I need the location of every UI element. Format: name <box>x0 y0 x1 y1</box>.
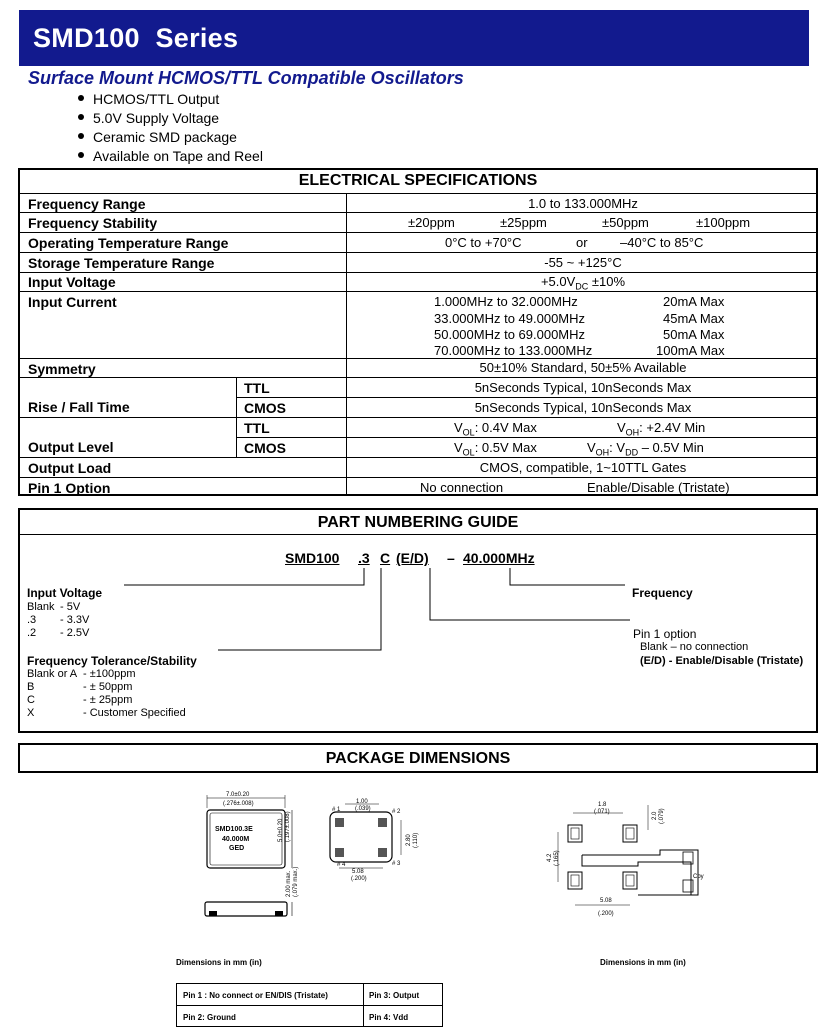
label-output-level: Output Level <box>28 439 114 455</box>
marking-line-1: SMD100.3E <box>215 826 253 833</box>
current-range-3: 50.000MHz to 69.000MHz <box>434 327 586 342</box>
part-number-connector-lines <box>20 510 816 731</box>
label-frequency-range: Frequency Range <box>28 196 146 212</box>
dim-pitch: 5.08 <box>352 869 364 875</box>
feature-item: Available on Tape and Reel <box>78 147 263 166</box>
part-numbering-title: PART NUMBERING GUIDE <box>317 514 519 531</box>
dim-pad-in: (.039) <box>355 806 371 812</box>
label-frequency-stability: Frequency Stability <box>28 215 158 231</box>
pin1-no-connection: No connection <box>420 480 504 495</box>
dim-thickness: 2.00 max. <box>286 870 292 897</box>
frequency-label: Frequency <box>632 586 693 600</box>
feature-item: 5.0V Supply Voltage <box>78 109 263 128</box>
tol-code-b: B <box>27 681 35 693</box>
value-storage-temp: -55 ~ +125°C <box>544 255 622 270</box>
pin3-desc: Pin 3: Output <box>369 991 420 1000</box>
tol-code-a: Blank or A <box>27 668 78 680</box>
title-banner <box>19 10 809 66</box>
pin-label-3: # 3 <box>392 861 401 867</box>
label-input-current: Input Current <box>28 294 117 310</box>
marking-line-2: 40.000M <box>222 836 250 843</box>
pin4-desc: Pin 4: Vdd <box>369 1013 409 1022</box>
rise-fall-ttl: TTL <box>244 380 270 396</box>
pin-label-2: # 2 <box>392 809 401 815</box>
dim-fp-pad: 1.8 <box>598 802 607 808</box>
label-output-load: Output Load <box>28 460 112 476</box>
code-frequency: 40.000MHz <box>463 550 535 566</box>
code-option: (E/D) <box>396 550 429 566</box>
op-temp-industrial: –40°C to 85°C <box>620 235 704 250</box>
dim-width: 7.0±0.20 <box>226 792 250 798</box>
tol-value-a: - ±100ppm <box>83 668 136 680</box>
series-title: SMD100 Series <box>33 23 239 53</box>
dim-fp-height-in: (.165) <box>554 850 560 866</box>
rise-fall-ttl-value: 5nSeconds Typical, 10nSeconds Max <box>474 380 692 395</box>
iv-value-2: - 2.5V <box>60 627 90 639</box>
iv-code-blank: Blank <box>27 601 55 613</box>
pin1-enable-disable: Enable/Disable (Tristate) <box>587 480 730 495</box>
tol-value-x: - Customer Specified <box>83 707 186 719</box>
label-storage-temp: Storage Temperature Range <box>28 255 215 271</box>
output-level-cmos: CMOS <box>244 440 286 456</box>
dims-caption-left: Dimensions in mm (in) <box>176 958 262 967</box>
dim-fp-pad-in: (.071) <box>594 809 610 815</box>
rise-fall-cmos: CMOS <box>244 400 286 416</box>
current-range-2: 33.000MHz to 49.000MHz <box>434 311 586 326</box>
dim-fp-gap-in: (.079) <box>659 808 665 824</box>
current-range-4: 70.000MHz to 133.000MHz <box>434 343 593 358</box>
dim-thickness-in: (.079 max.) <box>293 866 299 897</box>
bullet-icon <box>78 95 84 101</box>
current-value-3: 50mA Max <box>663 327 725 342</box>
pin2-desc: Pin 2: Ground <box>183 1013 236 1022</box>
stability-50ppm: ±50ppm <box>602 215 649 230</box>
dim-fp-pitch: 5.08 <box>600 898 612 904</box>
recommended-footprint <box>548 800 708 915</box>
iv-value-3: - 3.3V <box>60 614 90 626</box>
ttl-vol: $V_{OL}$: 0.4V Max <box>454 420 537 438</box>
package-title: PACKAGE DIMENSIONS <box>325 750 511 767</box>
pin-table <box>176 983 443 1027</box>
op-temp-or: or <box>576 235 588 250</box>
bullet-icon <box>78 152 84 158</box>
label-symmetry: Symmetry <box>28 361 96 377</box>
current-value-4: 100mA Max <box>656 343 725 358</box>
subtitle: Surface Mount HCMOS/TTL Compatible Oscillators <box>28 68 464 88</box>
cmos-voh: $V_{OH}$: $V_{DD} - 0.5V$ Min <box>587 440 704 458</box>
label-rise-fall: Rise / Fall Time <box>28 399 130 415</box>
electrical-spec-table <box>18 168 818 496</box>
tol-code-c: C <box>27 694 35 706</box>
dims-caption-right: Dimensions in mm (in) <box>600 958 686 967</box>
input-voltage-title: Input Voltage <box>27 586 103 600</box>
dim-pitch-in: (.200) <box>351 876 367 882</box>
dim-height: 5.0±0.20 <box>278 818 284 842</box>
tol-code-x: X <box>27 707 35 719</box>
pin1-option-title: Pin 1 option <box>633 627 697 641</box>
iv-value-blank: - 5V <box>60 601 81 613</box>
stability-20ppm: ±20ppm <box>408 215 455 230</box>
output-level-ttl: TTL <box>244 420 270 436</box>
iv-code-3: .3 <box>27 614 37 626</box>
current-value-1: 20mA Max <box>663 294 725 309</box>
tol-value-c: - ± 25ppm <box>83 694 133 706</box>
label-operating-temp: Operating Temperature Range <box>28 235 229 251</box>
pin1-desc: Pin 1 : No connect or EN/DIS (Tristate) <box>183 991 328 1000</box>
iv-code-2: .2 <box>27 627 37 639</box>
value-symmetry: 50±10% Standard, 50±5% Available <box>479 360 687 375</box>
value-output-load: CMOS, compatible, 1~10TTL Gates <box>479 460 687 475</box>
stability-25ppm: ±25ppm <box>500 215 547 230</box>
current-range-1: 1.000MHz to 32.000MHz <box>434 294 578 309</box>
feature-item: Ceramic SMD package <box>78 128 263 147</box>
part-numbering-guide <box>18 508 818 733</box>
feature-list <box>78 90 263 166</box>
dim-pad: 1.00 <box>356 799 368 805</box>
dim-height-in: (.197±.008) <box>285 811 291 842</box>
capacitor-label: Cby <box>693 874 704 880</box>
ttl-voh: $V_{OH}$: +2.4V Min <box>617 420 706 438</box>
dim-fp-height: 4.2 <box>547 853 553 862</box>
code-dash: – <box>447 550 455 566</box>
package-top-side-view <box>195 790 315 930</box>
dim-pad-spacing: 2.80 <box>406 834 412 846</box>
dim-fp-gap: 2.0 <box>652 811 658 820</box>
code-base: SMD100 <box>285 550 340 566</box>
label-input-voltage: Input Voltage <box>28 274 116 290</box>
code-voltage: .3 <box>358 550 370 566</box>
marking-line-3: GED <box>229 845 245 852</box>
label-pin1-option: Pin 1 Option <box>28 480 111 496</box>
rise-fall-cmos-value: 5nSeconds Typical, 10nSeconds Max <box>474 400 692 415</box>
pin1-ed: (E/D) - Enable/Disable (Tristate) <box>640 655 804 667</box>
pin1-blank: Blank – no connection <box>640 641 749 653</box>
feature-item: HCMOS/TTL Output <box>78 90 263 109</box>
dim-pad-spacing-in: (.110) <box>413 832 419 848</box>
cmos-vol: $V_{OL}$: 0.5V Max <box>454 440 537 458</box>
op-temp-commercial: 0°C to +70°C <box>445 235 522 250</box>
pin-label-4: # 4 <box>337 862 346 868</box>
bullet-icon <box>78 133 84 139</box>
value-frequency-range: 1.0 to 133.000MHz <box>528 196 638 211</box>
code-tolerance: C <box>380 550 391 566</box>
pin-label-1: # 1 <box>332 807 341 813</box>
dim-width-in: (.276±.008) <box>223 801 254 807</box>
current-value-2: 45mA Max <box>663 311 725 326</box>
stability-100ppm: ±100ppm <box>696 215 751 230</box>
tolerance-title: Frequency Tolerance/Stability <box>27 654 197 668</box>
bullet-icon <box>78 114 84 120</box>
spec-table-title: ELECTRICAL SPECIFICATIONS <box>298 172 538 189</box>
dim-fp-pitch-in: (.200) <box>598 911 614 917</box>
value-input-voltage: $+5.0V_{DC} \pm 10\%$ <box>540 274 626 292</box>
package-dimensions-header <box>18 743 818 773</box>
tol-value-b: - ± 50ppm <box>83 681 133 693</box>
